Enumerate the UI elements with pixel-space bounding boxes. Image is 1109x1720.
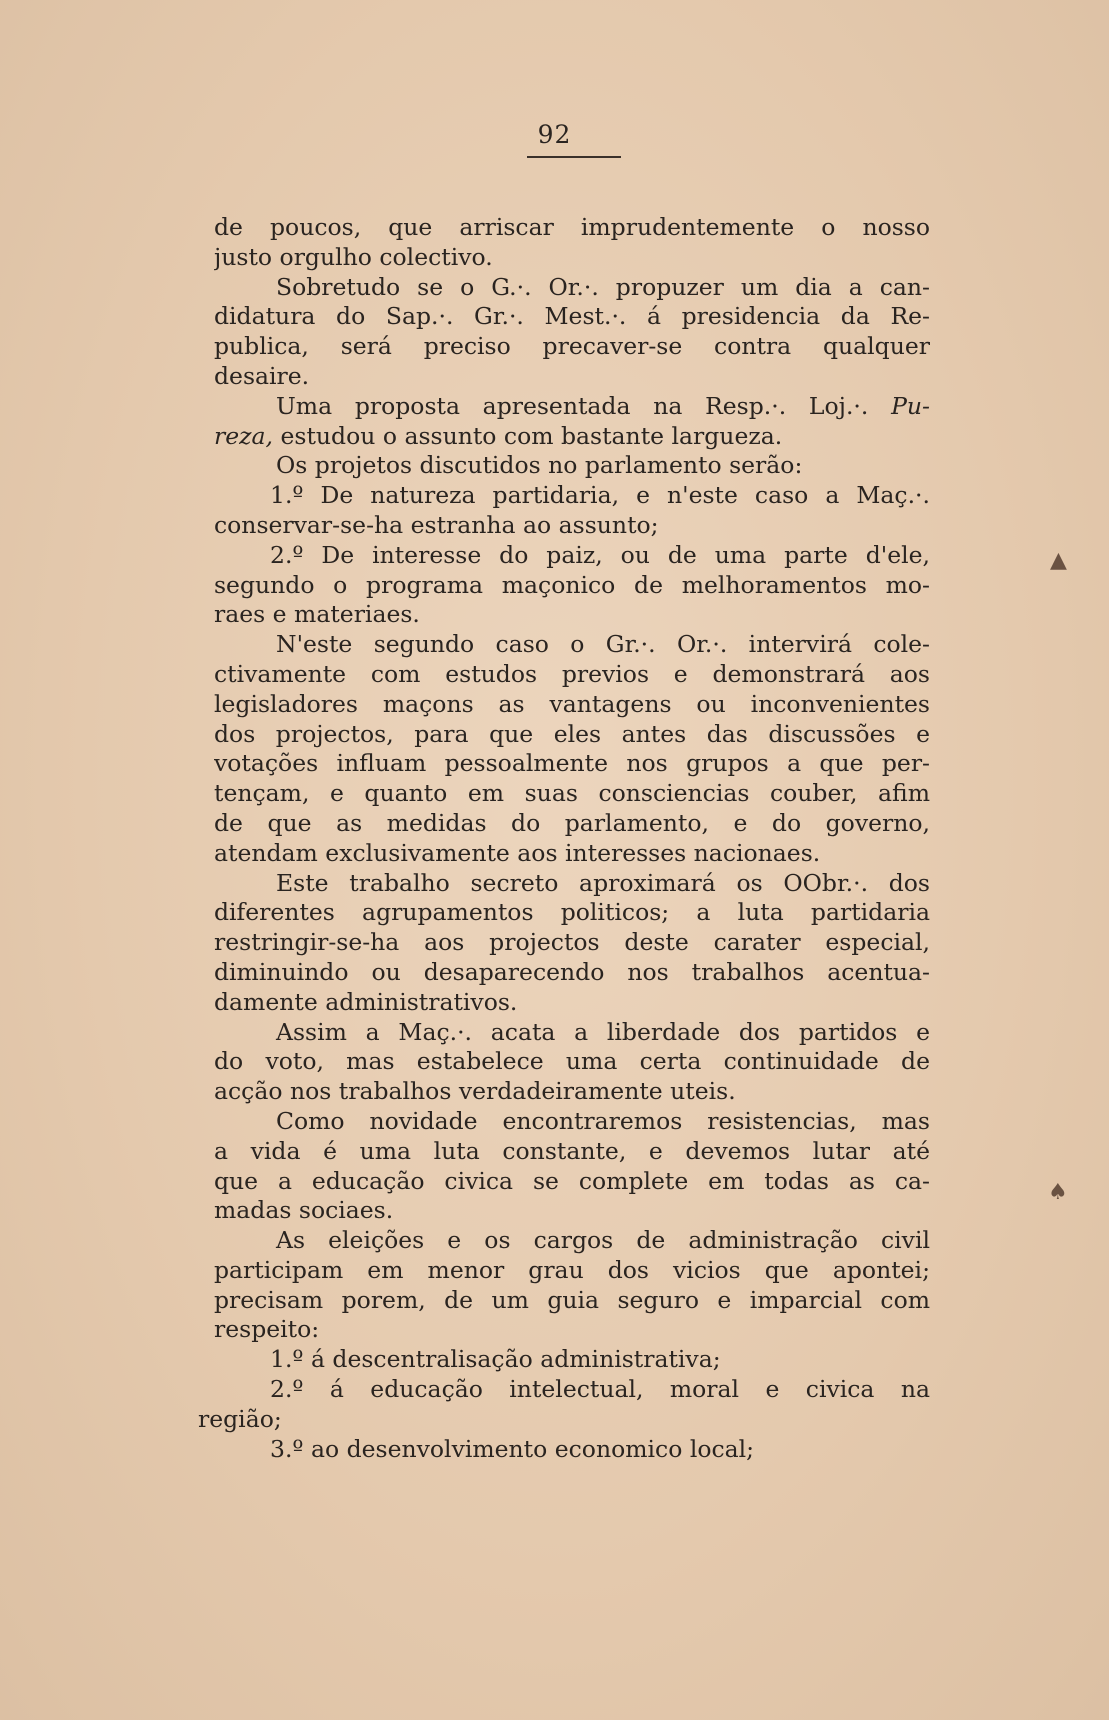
text-line: tençam, e quanto em suas consciencias couber, afim: [214, 779, 930, 808]
text-line: dos projectos, para que eles antes das discussões e: [214, 719, 930, 748]
page-number-rule: [527, 156, 621, 158]
margin-stain-mark: ▲: [1050, 548, 1067, 573]
text-line: didatura do Sap.·. Gr.·. Mest.·. á presidencia da Re-: [214, 302, 930, 331]
page-number: 92: [537, 120, 572, 149]
text-line: Como novidade encontraremos resistencias, mas: [276, 1106, 930, 1135]
text-line: 1.º á descentralisação administrativa;: [270, 1345, 721, 1374]
body-text: [198, 213, 930, 1464]
text-line: que a educação civica se complete em todas as ca-: [214, 1166, 930, 1195]
text-line: votações influam pessoalmente nos grupos a que per-: [214, 749, 930, 778]
text-line: diminuindo ou desaparecendo nos trabalhos acentua-: [214, 957, 930, 986]
text-line: Os projetos discutidos no parlamento serão:: [276, 451, 803, 480]
text-line: Assim a Maç.·. acata a liberdade dos partidos e: [276, 1017, 930, 1046]
italic-fragment: Pu-: [891, 391, 930, 420]
text-line: do voto, mas estabelece uma certa continuidade de: [214, 1047, 930, 1076]
text-line: de que as medidas do parlamento, e do governo,: [214, 808, 930, 837]
text-line: região;: [198, 1404, 282, 1433]
text-fragment: estudou o assunto com bastante largueza.: [280, 421, 783, 450]
text-line: atendam exclusivamente aos interesses nacionaes.: [214, 838, 821, 867]
text-line: segundo o programa maçonico de melhoramentos mo-: [214, 570, 930, 599]
text-line: As eleições e os cargos de administração civil: [276, 1226, 930, 1255]
italic-fragment: reza,: [214, 421, 274, 450]
text-line: N'este segundo caso o Gr.·. Or.·. intervirá cole-: [276, 630, 930, 659]
text-line: damente administrativos.: [214, 987, 518, 1016]
text-line: diferentes agrupamentos politicos; a luta partidaria: [214, 898, 930, 927]
text-line: publica, será preciso precaver-se contra qualquer: [214, 332, 930, 361]
text-line: precisam porem, de um guia seguro e imparcial com: [214, 1285, 930, 1314]
text-line: a vida é uma luta constante, e devemos lutar até: [214, 1136, 930, 1165]
text-line: [214, 422, 930, 452]
text-line: participam em menor grau dos vicios que apontei;: [214, 1255, 930, 1284]
text-line: raes e materiaes.: [214, 600, 420, 629]
text-fragment: Uma proposta apresentada na Resp.·. Loj.·.: [276, 391, 869, 420]
text-line: madas sociaes.: [214, 1196, 394, 1225]
margin-stain-mark: ♠: [1048, 1180, 1068, 1205]
text-line: 1.º De natureza partidaria, e n'este caso a Maç.·.: [270, 481, 930, 510]
text-line: desaire.: [214, 361, 310, 390]
text-line: ctivamente com estudos previos e demonstrará aos: [214, 659, 930, 688]
text-line: acção nos trabalhos verdadeiramente uteis.: [214, 1077, 736, 1106]
text-line: justo orgulho colectivo.: [214, 242, 493, 271]
text-line: de poucos, que arriscar imprudentemente o nosso: [214, 213, 930, 241]
text-line: Este trabalho secreto aproximará os OObr.·. dos: [276, 868, 930, 897]
text-line: conservar-se-ha estranha ao assunto;: [214, 510, 659, 539]
text-line: legisladores maçons as vantagens ou inconvenientes: [214, 689, 930, 718]
text-line: [214, 392, 930, 422]
text-line: Sobretudo se o G.·. Or.·. propuzer um dia a can-: [276, 272, 930, 301]
text-line: 2.º á educação intelectual, moral e civica na: [270, 1375, 930, 1404]
text-line: 2.º De interesse do paiz, ou de uma parte d'ele,: [270, 540, 930, 569]
text-line: restringir-se-ha aos projectos deste carater especial,: [214, 928, 930, 957]
text-line: 3.º ao desenvolvimento economico local;: [270, 1434, 755, 1463]
text-line: respeito:: [214, 1315, 320, 1344]
